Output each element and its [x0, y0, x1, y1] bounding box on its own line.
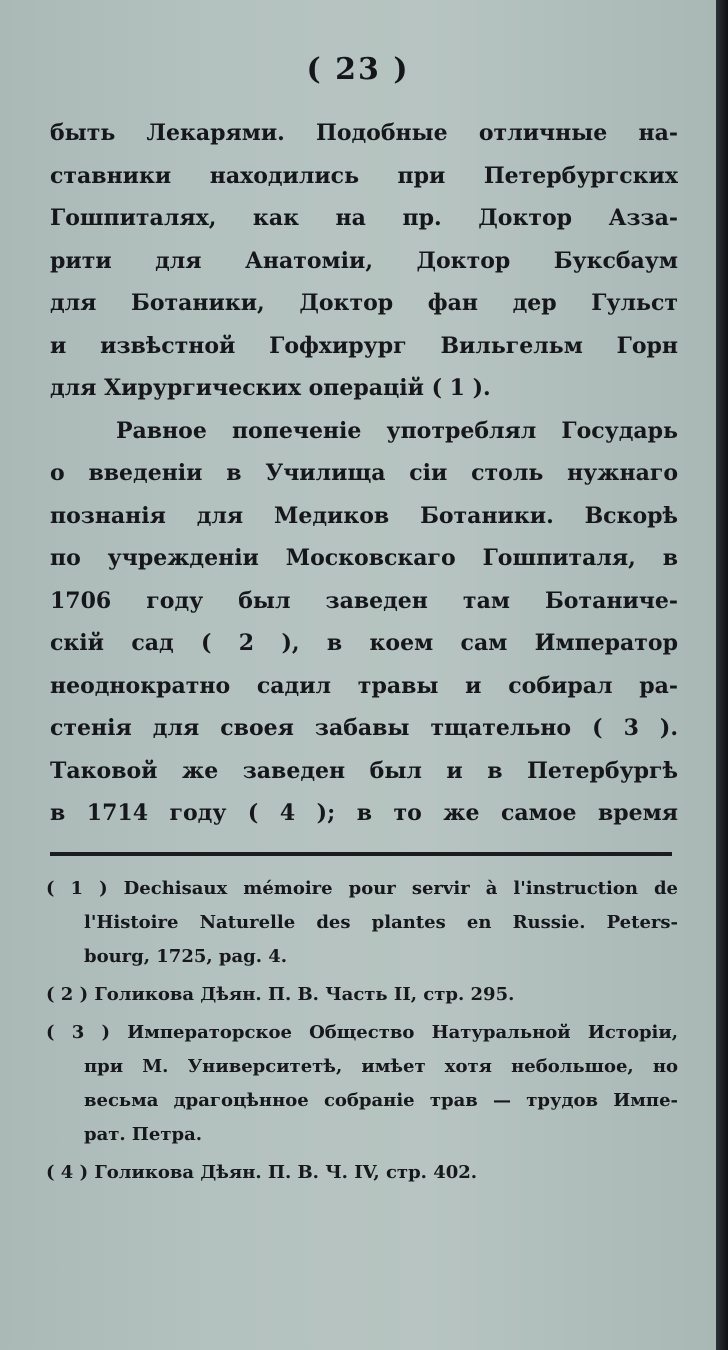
body-line: быть Лекарями. Подобные отличные на-: [50, 120, 678, 146]
footnote-1: [46, 872, 678, 974]
footnote-line: весьма драгоцѣнное собраніе трав — трудов Импе-: [84, 1090, 678, 1111]
body-line: для Ботаники, Доктор фан дер Гульст: [50, 290, 678, 316]
footnote-line: l'Histoire Naturelle des plantes en Russie. Peters-: [84, 912, 678, 933]
page-edge-shadow: [716, 0, 728, 1350]
footnote-line: ( 1 ) Dechisaux mémoire pour servir à l'instruction de: [46, 878, 678, 899]
body-line: Гошпиталях, как на пр. Доктор Азза-: [50, 205, 678, 231]
body-line: стенія для своея забавы тщательно ( 3 ).: [50, 715, 678, 741]
footnote-line: при М. Университетѣ, имѣет хотя небольшое, но: [84, 1056, 678, 1077]
page-number: ( 23 ): [306, 52, 410, 87]
body-line: неоднократно садил травы и собирал ра-: [50, 672, 678, 699]
body-line: рити для Анатоміи, Доктор Буксбаум: [50, 247, 678, 274]
footnote-2: [46, 978, 678, 1012]
body-line: и извѣстной Гофхирург Вильгельм Горн: [50, 332, 678, 359]
body-line: в 1714 году ( 4 ); в то же самое время: [50, 800, 678, 826]
body-text: [50, 112, 678, 835]
body-line: познанія для Медиков Ботаники. Вскорѣ: [50, 502, 678, 529]
body-line: ставники находились при Петербургских: [50, 162, 678, 189]
body-line: о введеніи в Училища сіи столь нужнаго: [50, 460, 678, 486]
body-line: Таковой же заведен был и в Петербургѣ: [50, 757, 678, 784]
footnote-3: [46, 1016, 678, 1152]
footnote-divider: [50, 852, 672, 856]
body-line: скій сад ( 2 ), в коем сам Император: [50, 630, 678, 656]
footnote-4: [46, 1156, 678, 1190]
footnotes: [46, 872, 678, 1190]
footnote-line: bourg, 1725, pag. 4.: [84, 946, 288, 967]
body-line-paragraph-start: Равное попеченіе употреблял Государь: [116, 417, 678, 444]
footnote-line: ( 2 ) Голикова Дѣян. П. В. Часть II, стр. 295.: [46, 984, 515, 1005]
body-line: по учрежденіи Московскаго Гошпиталя, в: [50, 545, 678, 571]
body-line: 1706 году был заведен там Ботаниче-: [50, 587, 678, 614]
footnote-line: рат. Петра.: [84, 1124, 203, 1145]
body-line: для Хирургических операцій ( 1 ).: [50, 375, 491, 401]
footnote-line: ( 3 ) Императорское Общество Натуральной Исторіи,: [46, 1022, 678, 1043]
footnote-line: ( 4 ) Голикова Дѣян. П. В. Ч. IV, стр. 402.: [46, 1162, 478, 1183]
